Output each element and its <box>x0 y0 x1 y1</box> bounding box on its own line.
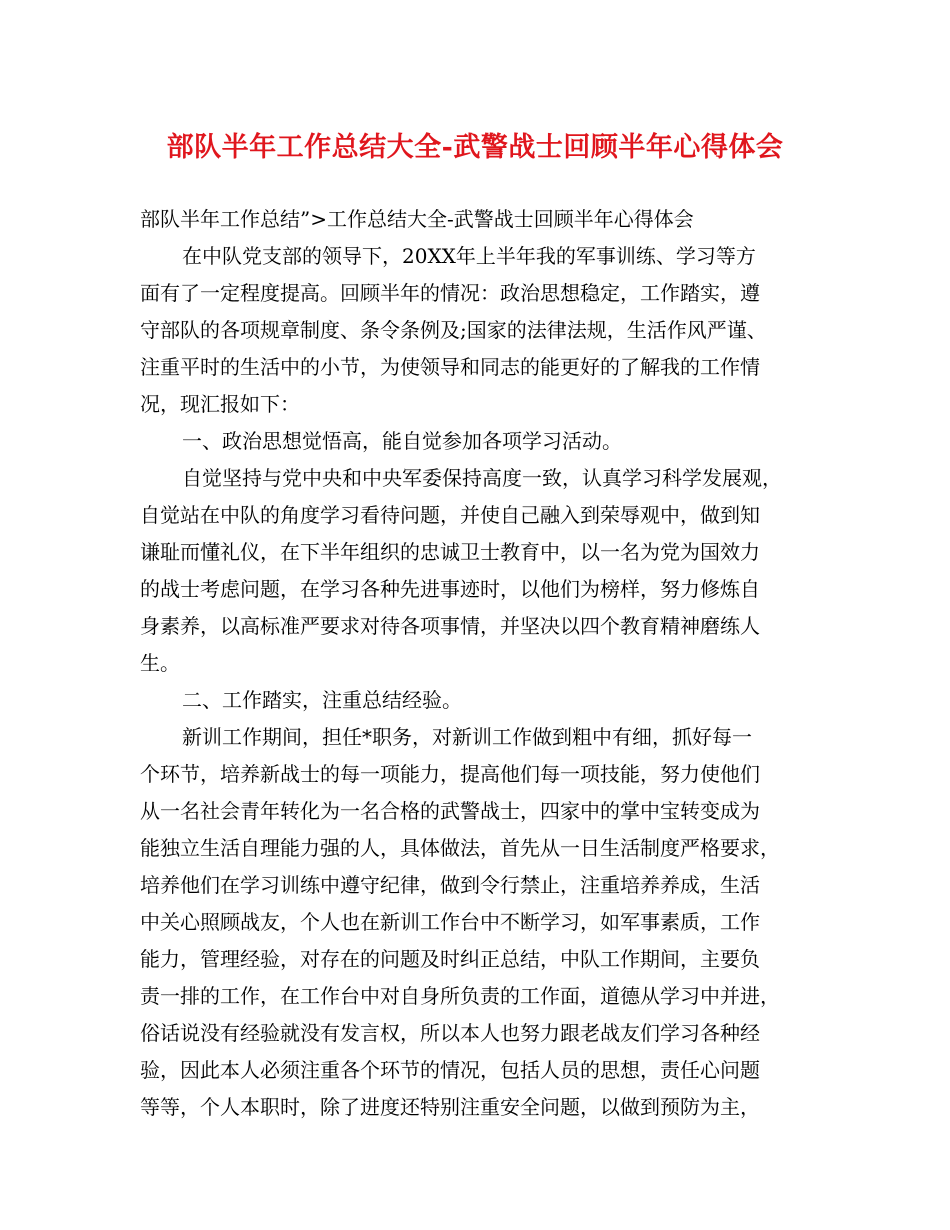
text-line: 部队半年工作总结”>工作总结大全-武警战士回顾半年心得体会 <box>140 207 694 231</box>
text-line: 二、工作踏实，注重总结经验。 <box>182 688 462 712</box>
text-line: 谦耻而懂礼仪，在下半年组织的忠诚卫士教育中，以一名为党为国效力 <box>140 540 760 564</box>
text-line: 从一名社会青年转化为一名合格的武警战士，四家中的掌中宝转变成为 <box>140 799 760 823</box>
text-line: 自觉站在中队的角度学习看待问题，并使自己融入到荣辱观中，做到知 <box>140 503 760 527</box>
text-line: 在中队党支部的领导下，20XX年上半年我的军事训练、学习等方 <box>182 244 756 268</box>
text-line: 能力，管理经验，对存在的问题及时纠正总结，中队工作期间，主要负 <box>140 947 760 971</box>
text-line: 俗话说没有经验就没有发言权，所以本人也努力跟老战友们学习各种经 <box>140 1021 760 1045</box>
text-line: 况，现汇报如下： <box>140 392 300 416</box>
text-line: 注重平时的生活中的小节，为使领导和同志的能更好的了解我的工作情 <box>140 355 760 379</box>
text-line: 培养他们在学习训练中遵守纪律，做到令行禁止，注重培养养成，生活 <box>140 873 760 897</box>
text-line: 自觉坚持与党中央和中央军委保持高度一致，认真学习科学发展观， <box>182 466 782 490</box>
document-body <box>140 201 820 1126</box>
text-line: 新训工作期间，担任*职务，对新训工作做到粗中有细，抓好每一 <box>182 725 752 749</box>
document-title: 部队半年工作总结大全-武警战士回顾半年心得体会 <box>166 132 784 163</box>
text-line: 个环节，培养新战士的每一项能力，提高他们每一项技能，努力使他们 <box>140 762 760 786</box>
text-line: 身素养，以高标准严要求对待各项事情，并坚决以四个教育精神磨练人 <box>140 614 760 638</box>
text-line: 面有了一定程度提高。回顾半年的情况：政治思想稳定，工作踏实，遵 <box>140 281 760 305</box>
text-line: 验，因此本人必须注重各个环节的情况，包括人员的思想，责任心问题 <box>140 1058 760 1082</box>
text-line: 生。 <box>140 651 180 675</box>
text-line: 中关心照顾战友，个人也在新训工作台中不断学习，如军事素质，工作 <box>140 910 760 934</box>
text-line: 一、政治思想觉悟高，能自觉参加各项学习活动。 <box>182 429 622 453</box>
text-line: 守部队的各项规章制度、条令条例及;国家的法律法规，生活作风严谨、 <box>140 318 767 342</box>
text-line: 责一排的工作，在工作台中对自身所负责的工作面，道德从学习中并进， <box>140 984 780 1008</box>
text-line: 能独立生活自理能力强的人，具体做法，首先从一日生活制度严格要求， <box>140 836 780 860</box>
text-line: 的战士考虑问题，在学习各种先进事迹时，以他们为榜样，努力修炼自 <box>140 577 760 601</box>
text-line: 等等，个人本职时，除了进度还特别注重安全问题，以做到预防为主， <box>140 1095 760 1119</box>
